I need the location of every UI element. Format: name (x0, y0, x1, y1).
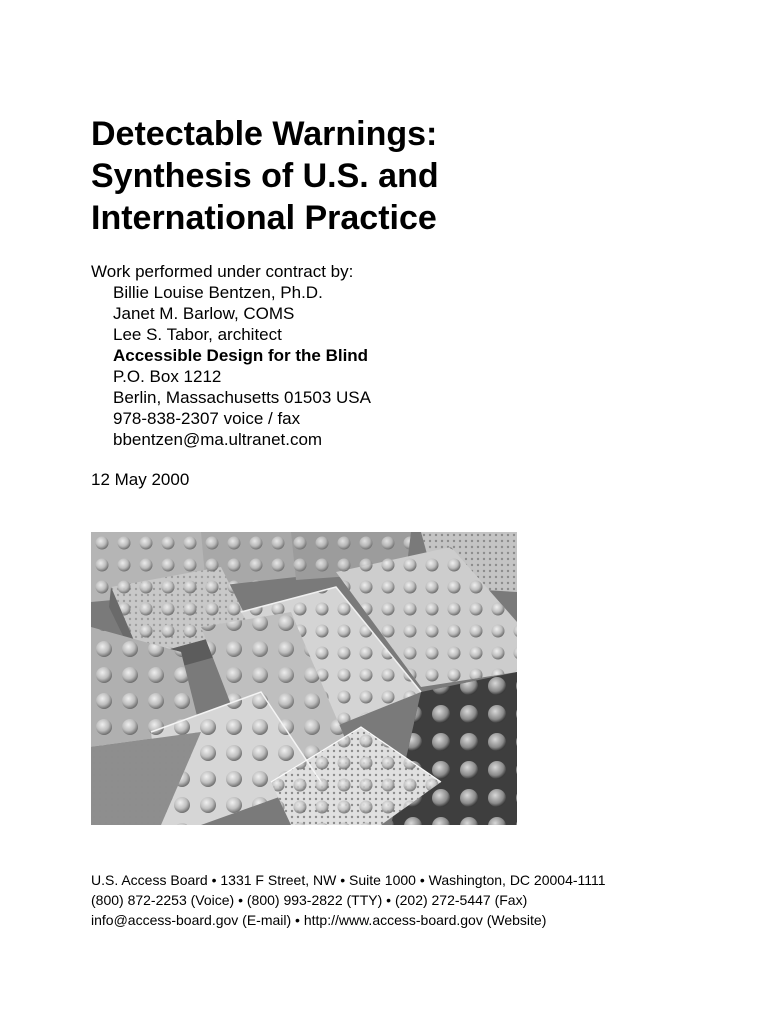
author-tabor: Lee S. Tabor, architect (113, 325, 282, 344)
author-bentzen: Billie Louise Bentzen, Ph.D. (113, 283, 323, 302)
phone-fax: 978-838-2307 voice / fax (113, 409, 301, 428)
footer-phones: (800) 872-2253 (Voice) • (800) 993-2822 (TTY) • (202) 272-5447 (Fax) (91, 892, 528, 908)
title-line-3: International Practice (91, 199, 437, 237)
document-title (91, 113, 439, 239)
tactile-tiles-illustration (91, 532, 517, 825)
footer-web: info@access-board.gov (E-mail) • http://www.access-board.gov (Website) (91, 912, 547, 928)
city-address: Berlin, Massachusetts 01503 USA (113, 388, 371, 407)
title-line-1: Detectable Warnings: (91, 115, 438, 153)
tactile-tiles-photo (91, 532, 517, 825)
footer-address: U.S. Access Board • 1331 F Street, NW • Suite 1000 • Washington, DC 20004-1111 (91, 872, 606, 888)
contract-block (91, 261, 371, 450)
organization-name: Accessible Design for the Blind (113, 346, 369, 365)
author-barlow: Janet M. Barlow, COMS (113, 304, 295, 323)
title-line-2: Synthesis of U.S. and (91, 157, 439, 195)
document-date: 12 May 2000 (91, 470, 190, 489)
po-box: P.O. Box 1212 (113, 367, 222, 386)
access-board-footer (91, 870, 606, 930)
contract-intro: Work performed under contract by: (91, 262, 354, 281)
contact-email: bbentzen@ma.ultranet.com (113, 430, 323, 449)
